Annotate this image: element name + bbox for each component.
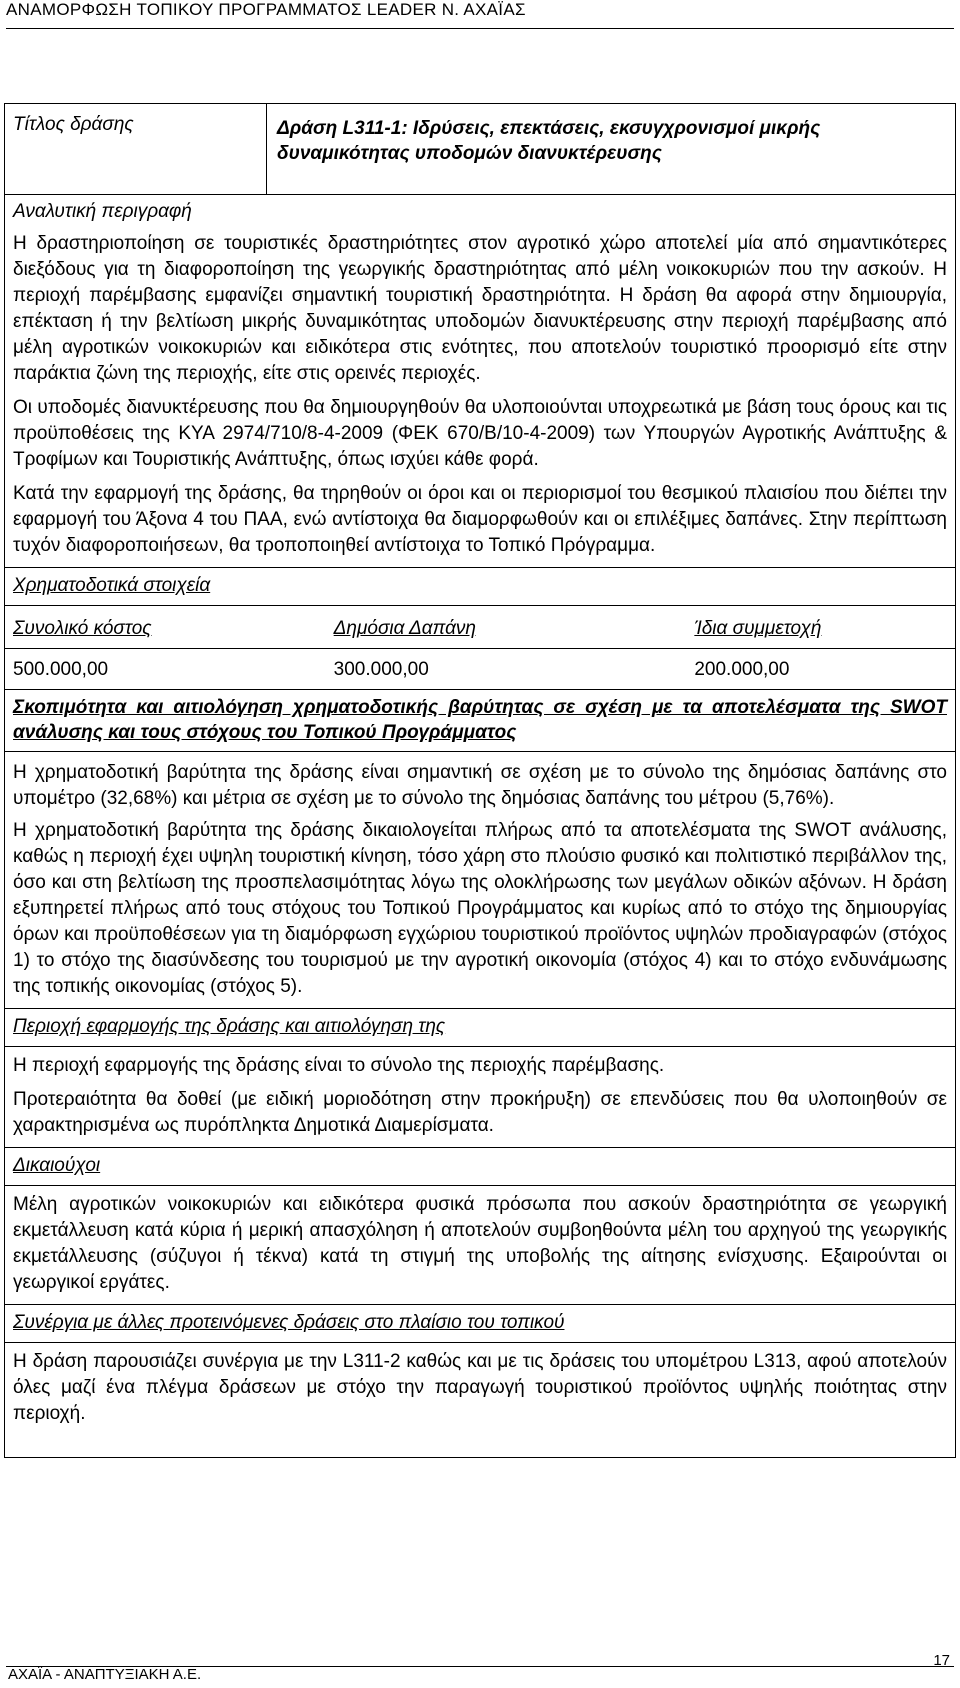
title-row [4,103,956,195]
justification-row [4,752,956,1009]
area-paragraph-1: Η περιοχή εφαρμογής της δράσης είναι το σύνολο της περιοχής παρέμβασης. [13,1055,665,1076]
page-number: 17 [933,1652,950,1669]
running-header: ΑΝΑΜΟΡΦΩΣΗ ΤΟΠΙΚΟΥ ΠΡΟΓΡΑΜΜΑΤΟΣ LEADER Ν. ΑΧΑΪΑΣ [6,0,526,19]
beneficiaries-row [4,1186,956,1305]
justification-label: Σκοπιμότητα και αιτιολόγηση χρηματοδοτικής βαρύτητας σε σχέση με τα αποτελέσματα της SWOT ανάλυσης και τους στόχους του Τοπικού Προγράμματος [4,690,956,752]
financial-values [4,649,956,690]
action-table [4,103,956,1458]
description-row [4,195,956,568]
area-paragraph-2: Προτεραιότητα θα δοθεί (με ειδική μοριοδότηση στην προκήρυξη) σε επενδύσεις που θα υλοποιηθούν σε χαρακτηρισμένα ως πυρόπληκτα Δημοτικά Διαμερίσματα. [13,1089,947,1136]
area-label: Περιοχή εφαρμογής της δράσης και αιτιολόγηση της [4,1009,956,1047]
description-label: Αναλυτική περιγραφή [13,201,192,222]
header-total-cost: Συνολικό κόστος [13,618,152,639]
justification-paragraph-2: Η χρηματοδοτική βαρύτητα της δράσης δικαιολογείται πλήρως από τα αποτελέσματα της SWOT ανάλυσης, καθώς η περιοχή έχει υψηλη τουριστική κίνηση, τόσο χάρη στο πλούσιο φυσικό και πολιτιστικό περιβάλλον της, όσο και στη βελτίωση της προσπελασιμότητας λόγω της ολοκλήρωσης των μεγάλων οδικών αξόνων. Η δράση εξυπηρετεί πλήρως από τους στόχους του Τοπικού Προγράμματος και κυρίως από το στόχο της δημιουργίας όρων και προϋποθέσεων για τη διαμόρφωση εγχώριου τουριστικού προϊόντος υψηλών προδιαγραφών (στόχος 1) το στόχο της διασύνδεσης του τουρισμού με την αγροτική οικονομία (στόχος 4) και το στόχο ενδυνάμωσης της τοπικής οικονομίας (στόχος 5). [13,820,947,997]
description-paragraph-3: Κατά την εφαρμογή της δράσης, θα τηρηθούν οι όροι και οι περιορισμοί του θεσμικού πλαισίου που διέπει την εφαρμογή του Άξονα 4 του ΠΑΑ, ενώ αντίστοιχα θα διαμορφωθούν και οι επιλέξιμες δαπάνες. Στην περίπτωση τυχόν διαφοροποιήσεων, θα τροποποιηθεί αντίστοιχα το Τοπικό Πρόγραμμα. [13,483,947,556]
financial-label: Χρηματοδοτικά στοιχεία [4,568,956,606]
synergy-text: Η δράση παρουσιάζει συνέργια με την L311-2 καθώς και με τις δράσεις του υπομέτρου L313, αφού αποτελούν όλες μαζί ένα πλέγμα δράσεων με στόχο την παραγωγή τουριστικού προϊόντος υψηλής ποιότητας στην περιοχή. [13,1351,947,1424]
value-own-contribution: 200.000,00 [694,659,790,680]
footer-organization: ΑΧΑΪΑ - ΑΝΑΠΤΥΞΙΑΚΗ Α.Ε. [8,1666,202,1683]
header-rule [6,28,954,29]
beneficiaries-label: Δικαιούχοι [4,1148,956,1186]
title-label-cell [5,104,267,194]
beneficiaries-text: Μέλη αγροτικών νοικοκυριών και ειδικότερα φυσικά πρόσωπα που ασκούν δραστηριότητα σε γεωργική εκμετάλλευση κατά κύρια ή μερική απασχόληση ή αποτελούν συμβοηθούντα μέλη του αρχηγού της γεωργικής εκμετάλλευσης (σύζυγοι ή τέκνα) κατά τη στιγμή της υποβολής της αίτησης ενίσχυσης. Εξαιρούνται οι γεωργικοί εργάτες. [13,1194,947,1293]
header-own-contribution: Ίδια συμμετοχή [694,618,822,639]
synergy-label: Συνέργια με άλλες προτεινόμενες δράσεις στο πλαίσιο του τοπικού [4,1305,956,1343]
title-value-cell [267,104,955,194]
header-public-expenditure: Δημόσια Δαπάνη [333,618,476,639]
title-label: Τίτλος δράσης [13,114,134,135]
title-value: Δράση L311-1: Ιδρύσεις, επεκτάσεις, εκσυγχρονισμοί μικρής δυναμικότητας υποδομών διανυκτέρευσης [277,118,821,164]
value-public-expenditure: 300.000,00 [333,659,429,680]
financial-headers [4,606,956,649]
justification-paragraph-1: Η χρηματοδοτική βαρύτητα της δράσης είναι σημαντική σε σχέση με το σύνολο της δημόσιας δαπάνης στο υπομέτρο (32,68%) και μέτρια σε σχέση με το σύνολο της δημόσιας δαπάνης του μέτρου (5,76%). [13,762,947,809]
synergy-row [4,1343,956,1458]
area-row [4,1047,956,1148]
value-total-cost: 500.000,00 [13,659,109,680]
description-paragraph-1: Η δραστηριοποίηση σε τουριστικές δραστηριότητες στον αγροτικό χώρο αποτελεί μία από σημαντικότερες διεξόδους για τη διαφοροποίηση της γεωργικής δραστηριότητας από μέλη νοικοκυριών που την ασκούν. Η περιοχή παρέμβασης εμφανίζει σημαντική τουριστική δραστηριότητα. Η δράση θα αφορά στην δημιουργία, επέκταση ή την βελτίωση μικρής δυναμικότητας υποδομών διανυκτέρευσης στην περιοχή παρέμβασης από μέλη αγροτικών νοικοκυριών και ειδικότερα στις ενότητες, που αποτελούν τουριστικό προορισμό είτε στην παράκτια ζώνη της περιοχής, είτε στις ορεινές περιοχές. [13,233,947,384]
description-paragraph-2: Οι υποδομές διανυκτέρευσης που θα δημιουργηθούν θα υλοποιούνται υποχρεωτικά με βάση τους όρους και τις προϋποθέσεις της ΚΥΑ 2974/710/8-4-2009 (ΦΕΚ 670/Β/10-4-2009) των Υπουργών Αγροτικής Ανάπτυξης & Τροφίμων και Τουριστικής Ανάπτυξης, όπως ισχύει κάθε φορά. [13,397,947,470]
